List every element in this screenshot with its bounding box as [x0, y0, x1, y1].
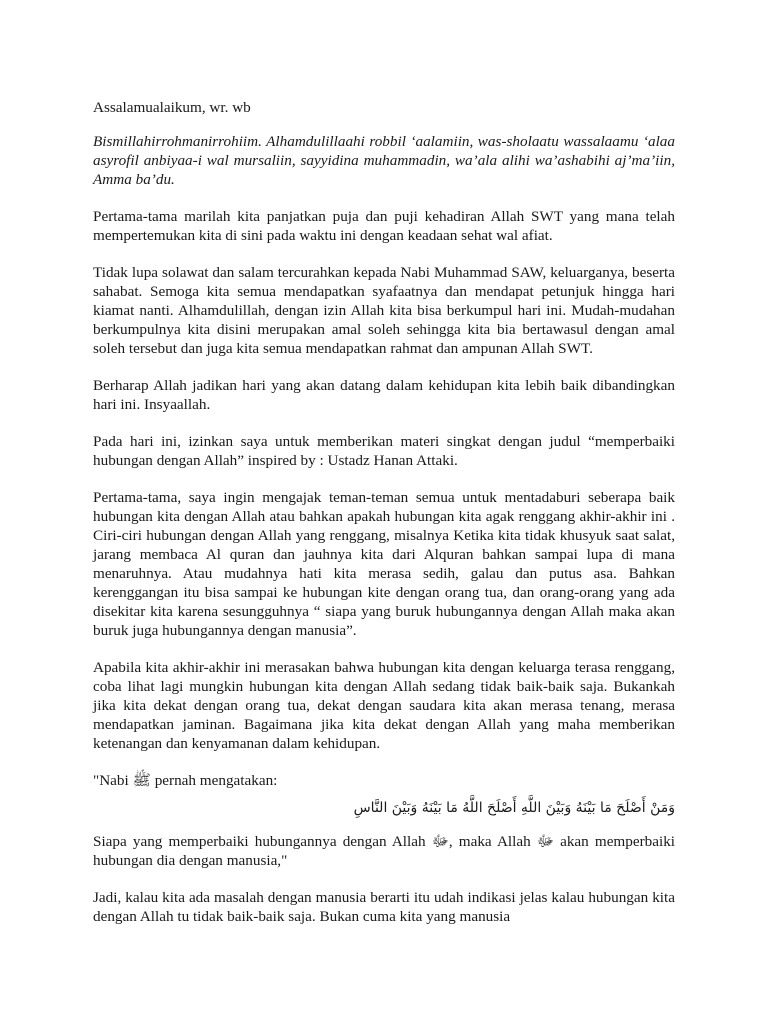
paragraph-1: Pertama-tama marilah kita panjatkan puja dan puji kehadiran Allah SWT yang mana telah mempertemukan kita di sini pada waktu ini dengan keadaan sehat wal afiat.	[93, 208, 675, 244]
opening-prayer: Bismillahirrohmanirrohiim. Alhamdulillaahi robbil ‘aalamiin, was-sholaatu wassalaamu ‘alaa asyrofil anbiyaa-i wal mursaliin, sayyidina muhammadin, wa’ala alihi wa’ashabihi aj’ma’iin, Amma ba’du.	[93, 133, 675, 188]
quote-translation: Siapa yang memperbaiki hubungannya dengan Allah ﷻ, maka Allah ﷻ akan memperbaiki hubungan dia dengan manusia,"	[93, 833, 676, 869]
arabic-quote: وَمَنْ أَصْلَحَ مَا بَيْنَهُ وَبَيْنَ اللَّهِ أَصْلَحَ اللَّهُ مَا بَيْنَهُ وَبَيْنَ النَّاسِ	[353, 800, 675, 816]
paragraph-4: Pada hari ini, izinkan saya untuk memberikan materi singkat dengan judul “memperbaiki hubungan dengan Allah” inspired by : Ustadz Hanan Attaki.	[93, 433, 675, 469]
paragraph-6: Apabila kita akhir-akhir ini merasakan bahwa hubungan kita dengan keluarga terasa renggang, coba lihat lagi mungkin hubungan kita dengan Allah sedang tidak baik-baik saja. Bukankah jika kita dekat dengan orang tua, dekat dengan saudara kita akan merasa tenang, merasa mendapatkan jaminan. Bagaimana jika kita dekat dengan Allah yang maha memberikan ketenangan dan kenyamanan dalam kehidupan.	[93, 659, 675, 752]
paragraph-2: Tidak lupa solawat dan salam tercurahkan kepada Nabi Muhammad SAW, keluarganya, beserta sahabat. Semoga kita semua mendapatkan syafaatnya dan mendapat petunjuk hingga hari kiamat nanti. Alhamdulillah, dengan izin Allah kita bisa berkumpul hari ini. Mudah-mudahan berkumpulnya kita disini merupakan amal soleh sehingga kita bia bertawasul dengan amal soleh tersebut dan juga kita semua mendapatkan rahmat dan ampunan Allah SWT.	[93, 264, 675, 357]
quote-intro: "Nabi ﷺ pernah mengatakan:	[93, 772, 278, 789]
paragraph-3: Berharap Allah jadikan hari yang akan datang dalam kehidupan kita lebih baik dibandingkan hari ini. Insyaallah.	[93, 377, 675, 413]
paragraph-5: Pertama-tama, saya ingin mengajak teman-teman semua untuk mentadaburi seberapa baik hubungan kita dengan Allah atau bahkan apakah hubungan kita agak renggang akhir-akhir ini . Ciri-ciri hubungan dengan Allah yang renggang, misalnya Ketika kita tidak khusyuk saat salat, jarang membaca Al quran dan jauhnya kita dari Alquran bahkan sampai lupa di mana menaruhnya. Atau mudahnya hati kita merasa sedih, galau dan putus asa. Bahkan kerenggangan itu bisa sampai ke hubungan kite dengan orang tua, dan orang-orang yang ada disekitar kita karena sesungguhnya “ siapa yang buruk hubungannya dengan Allah maka akan buruk juga hubungannya dengan manusia”.	[93, 489, 675, 639]
greeting: Assalamualaikum, wr. wb	[93, 99, 251, 116]
document-page	[93, 98, 675, 944]
closing-paragraph: Jadi, kalau kita ada masalah dengan manusia berarti itu udah indikasi jelas kalau hubungan kita dengan Allah tu tidak baik-baik saja. Bukan cuma kita yang manusia	[93, 889, 675, 925]
